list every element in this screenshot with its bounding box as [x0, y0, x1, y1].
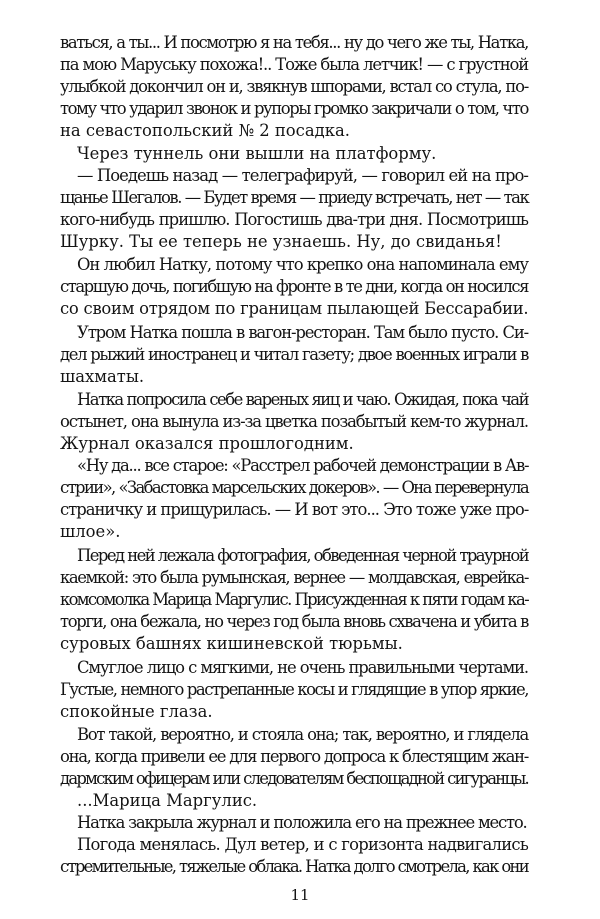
- page-number: 11: [290, 886, 310, 904]
- text-line: улыбкой докончил он и, звякнув шпорами, встал со стула, по-: [60, 77, 528, 96]
- text-line: Густые, немного растрепанные косы и глядящие в упор яркие,: [60, 680, 528, 699]
- text-line: она, когда привели ее для первого допроса к блестящим жан-: [60, 747, 528, 766]
- text-line: Натка закрыла журнал и положила его на прежнее место.: [77, 813, 527, 832]
- text-line: каемкой: это была румынская, вернее — молдавская, еврейка-: [60, 568, 528, 587]
- text-line: страничку и прищурилась. — И вот это... Это тоже уже про-: [60, 500, 529, 519]
- text-line: щанье Шегалов. — Будет время — приеду встречать, нет — так: [60, 188, 529, 207]
- text-line: Шурку. Ты ее теперь не узнаешь. Ну, до свиданья!: [60, 232, 502, 251]
- text-line: суровых башнях кишиневской тюрьмы.: [60, 634, 403, 653]
- text-line: кого-нибудь пришлю. Погостишь два-три дня. Посмотришь: [60, 210, 528, 229]
- text-line: комсомолка Марица Маргулис. Присужденная к пяти годам ка-: [60, 590, 528, 609]
- text-line: стрии», «Забастовка марсельских докеров». — Она перевернула: [60, 478, 528, 497]
- text-line: дел рыжий иностранец и читал газету; двое военных играли в: [60, 345, 528, 364]
- text-line: Журнал оказался прошлогодним.: [60, 434, 354, 453]
- text-line: остынет, она вынула из-за цветка позабытый кем-то журнал.: [60, 412, 528, 431]
- text-line: Он любил Натку, потому что крепко она напоминала ему: [77, 255, 528, 274]
- text-line: Утром Натка пошла в вагон-ресторан. Там было пусто. Си-: [77, 323, 528, 342]
- text-line: па мою Маруську похожа!.. Тоже была летчик! — с грустной: [60, 55, 528, 74]
- text-line: Погода менялась. Дул ветер, и с горизонта надвигались: [77, 835, 528, 854]
- text-line: старшую дочь, погибшую на фронте в те дни, когда он носился: [60, 277, 528, 296]
- text-line: спокойные глаза.: [60, 702, 213, 721]
- text-line: дармским офицерам или следователям беспощадной сигуранцы.: [60, 769, 528, 788]
- text-line: тому что ударил звонок и рупоры громко закричали о том, что: [60, 99, 528, 118]
- text-line: ваться, а ты... И посмотрю я на тебя... ну до чего же ты, Натка,: [60, 33, 528, 52]
- text-line: ...Марица Маргулис.: [77, 791, 258, 810]
- text-line: «Ну да... все старое: «Расстрел рабочей демонстрации в Ав-: [77, 456, 529, 475]
- text-line: стремительные, тяжелые облака. Натка долго смотрела, как они: [60, 857, 528, 876]
- text-line: шлое».: [60, 522, 121, 541]
- text-line: Смуглое лицо с мягкими, не очень правильными чертами.: [77, 658, 528, 677]
- text-line: — Поедешь назад — телеграфируй, — говорил ей на про-: [77, 166, 528, 185]
- text-line: на севастопольский № 2 посадка.: [60, 121, 350, 140]
- text-line: шахматы.: [60, 367, 145, 386]
- text-line: Перед ней лежала фотография, обведенная черной траурной: [77, 546, 529, 565]
- text-line: со своим отрядом по границам пылающей Бессарабии.: [60, 299, 529, 318]
- text-line: Вот такой, вероятно, и стояла она; так, вероятно, и глядела: [77, 725, 528, 744]
- text-line: Натка попросила себе вареных яиц и чаю. Ожидая, пока чай: [77, 390, 528, 409]
- text-line: торги, она бежала, но через год была вновь схвачена и убита в: [60, 612, 528, 631]
- text-line: Через туннель они вышли на платформу.: [77, 144, 437, 163]
